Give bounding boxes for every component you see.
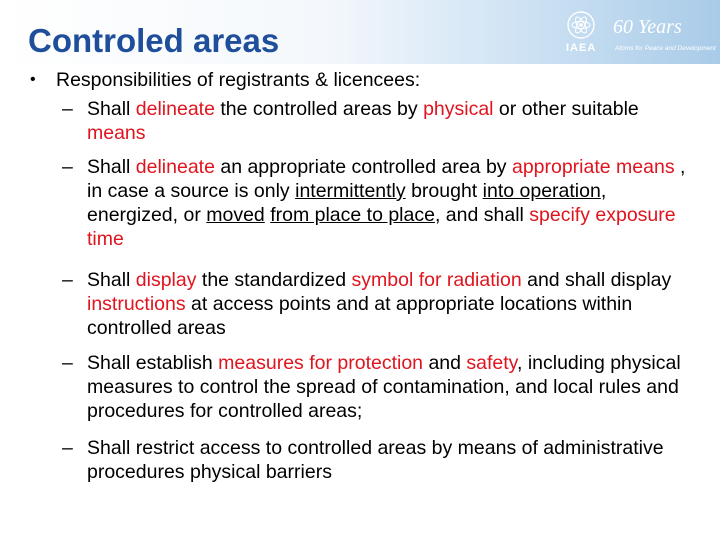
- underlined-term: from place to place: [270, 204, 435, 226]
- text-segment: Shall establish: [87, 352, 219, 374]
- text-segment: the controlled areas by: [214, 98, 424, 120]
- sub-item-text: [87, 436, 702, 484]
- logo-tagline: Atoms for Peace and Development: [615, 45, 716, 52]
- dash-icon: –: [62, 352, 73, 374]
- text-segment: or other suitable: [493, 98, 639, 120]
- text-segment: and shall display: [521, 269, 672, 291]
- text-segment: Shall: [87, 269, 136, 291]
- highlighted-term: safety: [466, 352, 517, 374]
- dash-icon: –: [62, 98, 73, 120]
- atom-emblem-icon: [566, 10, 596, 40]
- sub-item: [62, 155, 702, 251]
- underlined-term: moved: [206, 204, 265, 226]
- text-segment: , energized, or: [87, 180, 607, 226]
- sub-item: [62, 351, 702, 423]
- highlighted-term: physical: [423, 98, 494, 120]
- sub-item-text: [87, 97, 702, 145]
- highlighted-term: instructions: [87, 293, 186, 315]
- underlined-term: into operation: [482, 180, 601, 202]
- dash-icon: –: [62, 156, 73, 178]
- text-segment: , including physical measures to control the spread of contamination, and local rules and procedures for controlled areas;: [87, 352, 681, 422]
- sub-item: [62, 436, 702, 484]
- highlighted-term: appropriate means: [511, 156, 675, 178]
- text-segment: at access points and at appropriate locations within controlled areas: [87, 293, 633, 339]
- text-segment: , in case a source is only: [87, 156, 686, 202]
- text-segment: brought: [405, 180, 483, 202]
- sub-item-text: [87, 155, 702, 251]
- slide-title: Controled areas: [28, 22, 280, 59]
- underlined-term: intermittently: [295, 180, 406, 202]
- main-bullet-text: Responsibilities of registrants & licencees:: [56, 69, 421, 91]
- text-segment: and: [423, 352, 467, 374]
- sub-item: [62, 97, 702, 145]
- highlighted-term: means: [87, 122, 146, 144]
- text-segment: an appropriate controlled area by: [214, 156, 512, 178]
- text-segment: Shall restrict access to controlled areas by means of administrative procedures physical barriers: [87, 437, 664, 483]
- sub-item: [62, 268, 702, 340]
- highlighted-term: delineate: [135, 98, 215, 120]
- logo-years-text: 60 Years: [613, 16, 682, 38]
- highlighted-term: specify exposure time: [87, 204, 676, 250]
- logo-org-text: IAEA: [566, 42, 597, 54]
- highlighted-term: display: [135, 269, 197, 291]
- dash-icon: –: [62, 437, 73, 459]
- text-segment: the standardized: [196, 269, 352, 291]
- dash-icon: –: [62, 269, 73, 291]
- highlighted-term: measures for protection: [218, 352, 424, 374]
- highlighted-term: symbol for radiation: [351, 269, 522, 291]
- text-segment: Shall: [87, 98, 136, 120]
- sub-item-text: [87, 268, 702, 340]
- highlighted-term: delineate: [135, 156, 215, 178]
- text-segment: , and shall: [434, 204, 530, 226]
- iaea-60-years-logo: [560, 8, 720, 58]
- sub-item-text: [87, 351, 702, 423]
- text-segment: Shall: [87, 156, 136, 178]
- bullet-dot-icon: •: [30, 71, 36, 88]
